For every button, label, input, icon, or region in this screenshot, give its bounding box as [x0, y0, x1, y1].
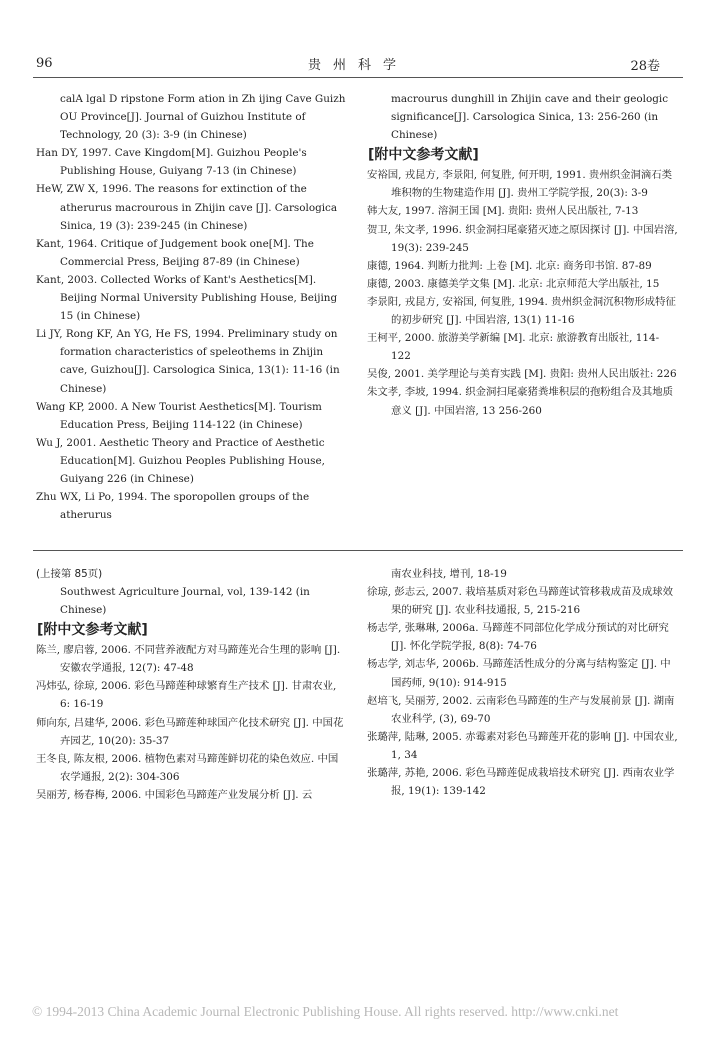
page-number: 96 [36, 56, 53, 71]
reference-item: Li JY, Rong KF, An YG, He FS, 1994. Preliminary study on formation characteristics of speleothems in Zhijin cave, Guizhou[J]. Carsologica Sinica, 13(1): 11-16 (in Chinese) [36, 328, 340, 395]
section-divider [33, 550, 683, 551]
reference-item: 王冬良, 陈友根, 2006. 植物色素对马蹄莲鲜切花的染色效应. 中国农学通报, 2(2): 304-306 [36, 752, 339, 783]
bottom-right-column [367, 565, 678, 800]
reference-item: calA lgal D ripstone Form ation in Zh ijing Cave Guizh OU Province[J]. Journal of Guizhou Institute of Technology, 20 (3): 3-9 (in Chinese) [60, 93, 346, 142]
volume-label: 28卷 [630, 59, 660, 74]
reference-item: 吴丽芳, 杨春梅, 2006. 中国彩色马蹄莲产业发展分析 [J]. 云 [36, 788, 313, 801]
top-right-column [367, 90, 678, 420]
reference-item: 陈兰, 廖启蓉, 2006. 不同营养液配方对马蹄莲光合生理的影响 [J]. 安徽农学通报, 12(7): 47-48 [36, 644, 341, 675]
reference-item: 杨志学, 刘志华, 2006b. 马蹄莲活性成分的分离与结构鉴定 [J]. 中国药师, 9(10): 914-915 [367, 658, 671, 689]
reference-item: 吴俊, 2001. 美学理论与美育实践 [M]. 贵阳: 贵州人民出版社: 226 [367, 368, 677, 381]
reference-continuation: Southwest Agriculture Journal, vol, 139-142 (in Chinese) [60, 586, 310, 617]
top-left-column [36, 90, 346, 524]
reference-item: 张璐萍, 苏艳, 2006. 彩色马蹄莲促成栽培技术研究 [J]. 西南农业学报, 19(1): 139-142 [367, 767, 675, 798]
reference-item: Wang KP, 2000. A New Tourist Aesthetics[M]. Tourism Education Press, Beijing 114-122 (in Chinese) [36, 400, 322, 431]
journal-name: 贵州科学 [307, 58, 408, 73]
reference-item: Wu J, 2001. Aesthetic Theory and Practice of Aesthetic Education[M]. Guizhou Peoples Publishing House, Guiyang 226 (in Chinese) [36, 436, 325, 485]
reference-item: 李景阳, 戎昆方, 安裕国, 何复胜, 1994. 贵州织金洞沉积物形成特征的初步研究 [J]. 中国岩溶, 13(1) 11-16 [367, 295, 676, 327]
reference-item: 王柯平, 2000. 旅游美学新编 [M]. 北京: 旅游教育出版社, 114-122 [367, 332, 660, 363]
reference-item: 赵培飞, 吴丽芳, 2002. 云南彩色马蹄莲的生产与发展前景 [J]. 湖南农业科学, (3), 69-70 [367, 694, 675, 725]
reference-item: 杨志学, 张琳琳, 2006a. 马蹄莲不同部位化学成分预试的对比研究 [J]. 怀化学院学报, 8(8): 74-76 [367, 622, 669, 653]
reference-item: 韩大友, 1997. 溶洞王国 [M]. 贵阳: 贵州人民出版社, 7-13 [367, 205, 639, 218]
section-title: [附中文参考文献] [37, 622, 148, 639]
reference-item: Han DY, 1997. Cave Kingdom[M]. Guizhou People's Publishing House, Guiyang 7-13 (in Chinese) [36, 147, 307, 178]
bottom-left-column [36, 565, 346, 804]
reference-continuation: macrourus dunghill in Zhijin cave and their geologic significance[J]. Carsologica Sinica, 13: 256-260 (in Chinese) [391, 93, 669, 142]
reference-item: 朱文孝, 李坡, 1994. 织金洞扫尾豪猪粪堆积层的孢粉组合及其地质意义 [J]. 中国岩溶, 13 256-260 [367, 386, 674, 417]
reference-item: 康德, 1964. 判断力批判: 上卷 [M]. 北京: 商务印书馆. 87-89 [367, 259, 652, 272]
reference-item: 安裕国, 戎昆方, 李景阳, 何复胜, 何开明, 1991. 贵州织金洞滴石类堆积物的生物建造作用 [J]. 贵州工学院学报, 20(3): 3-9 [367, 169, 673, 200]
reference-item: 徐琼, 彭志云, 2007. 栽培基质对彩色马蹄莲试管移栽成苗及成球效果的研究 [J]. 农业科技通报, 5, 215-216 [367, 586, 674, 617]
section-title: [附中文参考文献] [368, 147, 479, 164]
reference-item: HeW, ZW X, 1996. The reasons for extinction of the atherurus macrourous in Zhijin cave [J]. Carsologica Sinica, 19 (3): 239-245 (in Chinese) [36, 183, 338, 232]
reference-item: 贺卫, 朱文孝, 1996. 织金洞扫尾豪猪灭迹之原因探讨 [J]. 中国岩溶, 19(3): 239-245 [367, 223, 678, 254]
continued-from-label: (上接第 85页) [36, 568, 103, 580]
reference-item: 康德, 2003. 康德美学文集 [M]. 北京: 北京师范大学出版社, 15 [367, 277, 660, 290]
reference-item: Kant, 2003. Collected Works of Kant's Aesthetics[M]. Beijing Normal University Publishing House, Beijing 15 (in Chinese) [36, 273, 338, 323]
reference-continuation: 南农业科技, 增刊, 18-19 [391, 568, 507, 580]
reference-item: 冯炜弘, 徐琼, 2006. 彩色马蹄莲种球繁育生产技术 [J]. 甘肃农业, 6: 16-19 [36, 680, 337, 711]
copyright-footer: © 1994-2013 China Academic Journal Electronic Publishing House. All rights reserved. http://www.cnki.net [32, 1004, 619, 1019]
reference-item: Kant, 1964. Critique of Judgement book one[M]. The Commercial Press, Beijing 87-89 (in Chinese) [36, 237, 314, 268]
reference-item: Zhu WX, Li Po, 1994. The sporopollen groups of the atherurus [36, 491, 310, 522]
header-rule [33, 77, 683, 78]
reference-item: 张璐萍, 陆琳, 2005. 赤霉素对彩色马蹄莲开花的影响 [J]. 中国农业, 1, 34 [367, 730, 678, 761]
reference-item: 师向东, 吕建华, 2006. 彩色马蹄莲种球国产化技术研究 [J]. 中国花卉园艺, 10(20): 35-37 [36, 716, 344, 747]
